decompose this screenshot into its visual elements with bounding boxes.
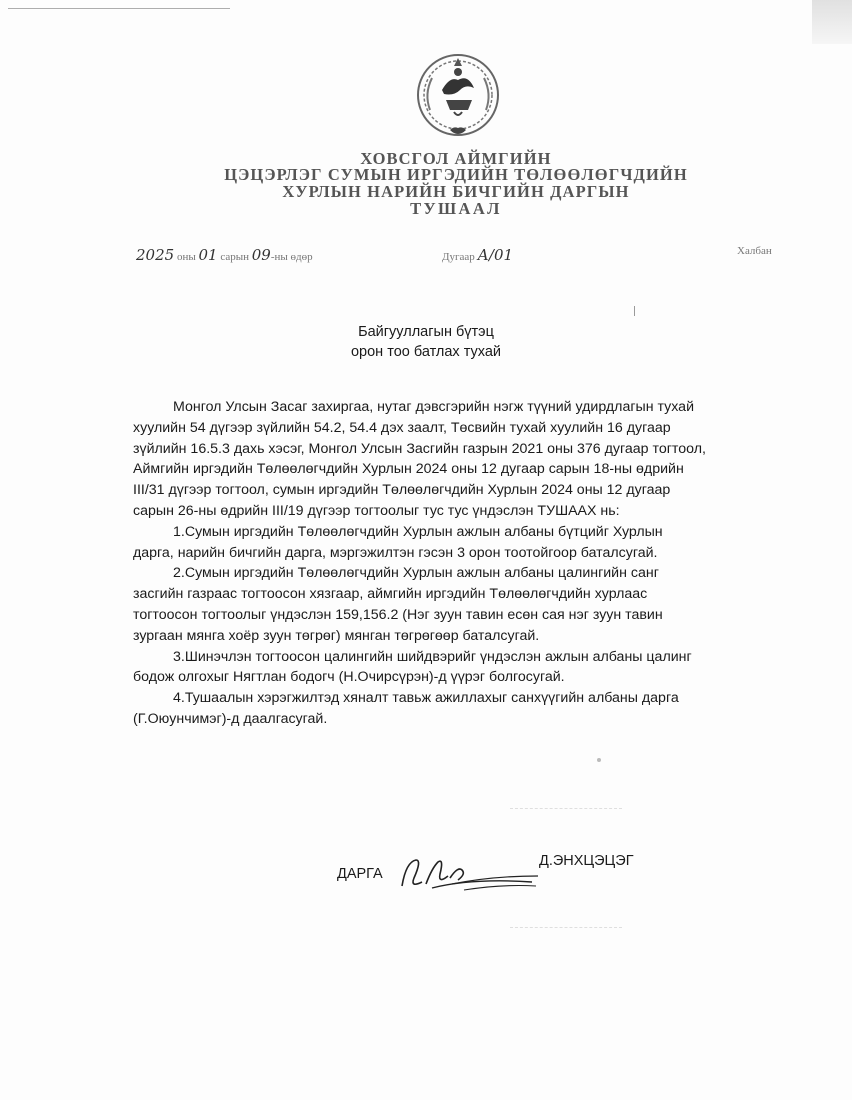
order-item-2-cont: тогтоосон тогтоолыг үндэслэн 159,156.2 (Нэг зуун тавин есөн сая нэг зуун тавин [133,606,663,623]
header-line-office: ХУРЛЫН НАРИЙН БИЧГИЙН ДАРГЫН [282,182,630,201]
document-number [442,246,513,264]
subject-line-1: Байгууллагын бүтэц [358,324,494,340]
date-month-label: сарын [220,251,249,263]
order-item-1: 1.Сумын иргэдийн Төлөөлөгчдийн Хурлын ажлын албаны бүтцийг Хурлын [173,523,663,540]
signatory-name: Д.ЭНХЦЭЦЭГ [539,853,634,869]
date-year-handwritten: 2025 [136,246,175,264]
preamble-line: III/31 дүгээр тогтоол, сумын иргэдийн Төлөөлөгчдийн Хурлын 2024 оны 12 дугаар [133,482,671,499]
scan-speck [597,758,601,762]
order-item-4-cont: (Г.Оюунчимэг)-д даалгасугай. [133,710,328,727]
header-line-aimag: ХОВСГОЛ АЙМГИЙН [360,149,552,168]
preamble-line: хуулийн 54 дүгээр зүйлийн 54.2, 54.4 дэх заалт, Төсвийн тухай хуулийн 16 дугаар [133,419,671,436]
number-label: Дугаар [442,251,475,263]
scan-artifact-line [8,8,230,9]
order-item-3-cont: бодож олгохыг Нягтлан бодогч (Н.Очирсүрэн)-д үүрэг болгосугай. [133,669,565,686]
signatory-title: ДАРГА [337,866,383,882]
document-type-title: ТУШААЛ [410,199,502,218]
preamble-line: Монгол Улсын Засаг захиргаа, нутаг дэвсгэрийн нэгж түүний удирдлагын тухай [173,399,695,415]
date-day-handwritten: 09 [251,246,271,264]
order-item-3: 3.Шинэчлэн тогтоосон цалингийн шийдвэрийг үндэслэн ажлын албаны цалинг [173,648,692,665]
order-item-1-cont: дарга, нарийн бичгийн дарга, мэргэжилтэн гэсэн 3 орон тоотойгоор баталсугай. [133,544,658,561]
document-place: Халбан [737,245,772,257]
order-item-2-cont: зургаан мянга хоёр зуун төгрөг) мянган төгрөгөөр баталсугай. [133,627,540,644]
scan-mark [634,306,635,316]
document-date [136,246,313,264]
number-handwritten: А/01 [477,246,514,264]
order-item-4: 4.Тушаалын хэрэгжилтэд хяналт тавьж ажиллахыг санхүүгийн албаны дарга [173,690,679,707]
preamble-line: сарын 26-ны өдрийн III/19 дүгээр тогтоолыг тус тус үндэслэн ТУШААХ нь: [133,502,620,519]
date-day-label: -ны өдөр [270,251,313,263]
order-item-2: 2.Сумын иргэдийн Төлөөлөгчдийн Хурлын ажлын албаны цалингийн санг [173,565,659,582]
order-body [133,397,789,730]
date-month-handwritten: 01 [198,246,218,264]
subject-line-2: орон тоо батлах тухай [350,344,501,360]
date-year-label: оны [176,251,196,263]
state-emblem-icon [414,50,502,142]
scan-artifact-edge [812,0,852,44]
preamble-line: Аймгийн иргэдийн Төлөөлөгчдийн Хурлын 2024 оны 12 дугаар сарын 18-ны өдрийн [133,461,684,478]
handwritten-signature [392,848,542,898]
header-line-sum: ЦЭЦЭРЛЭГ СУМЫН ИРГЭДИЙН ТӨЛӨӨЛӨГЧДИЙН [224,165,688,184]
order-item-2-cont: засгийн газраас тогтоосон хязгаар, аймгийн иргэдийн Төлөөлөгчдийн хурлаас [133,586,648,603]
preamble-line: зүйлийн 16.5.3 дахь хэсэг, Монгол Улсын Засгийн газрын 2021 оны 376 дугаар тогтоол, [133,440,706,457]
